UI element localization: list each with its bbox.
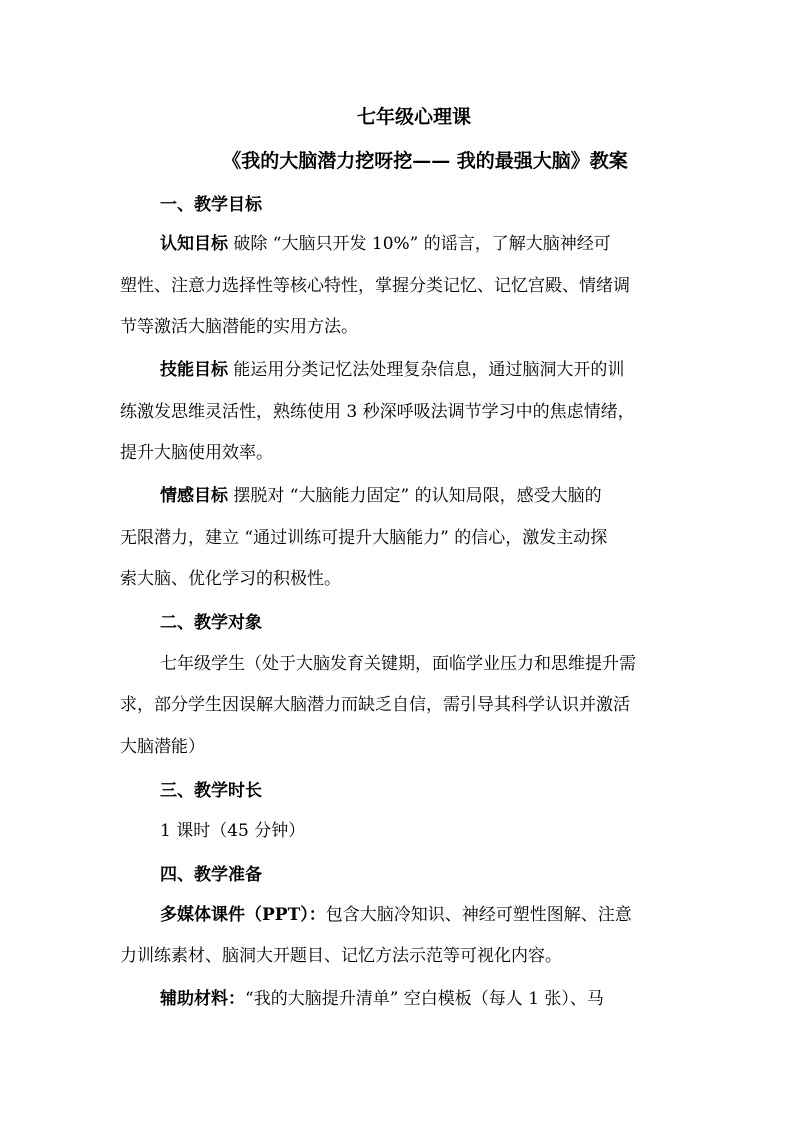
paragraph-cognitive-line1: 认知目标 破除 “大脑只开发 10%” 的谣言，了解大脑神经可 <box>160 234 611 254</box>
section-heading-goals: 一、教学目标 <box>160 195 262 215</box>
paragraph-multimedia-line1: 多媒体课件（PPT）：包含大脑冷知识、神经可塑性图解、注意 <box>160 905 632 925</box>
aux-label: 辅助材料： <box>160 989 245 1009</box>
section-heading-duration: 三、教学时长 <box>160 781 262 801</box>
section-heading-prep: 四、教学准备 <box>160 865 262 885</box>
paragraph-aux-line1: 辅助材料：“我的大脑提升清单” 空白模板（每人 1 张）、马 <box>160 989 604 1009</box>
document-subtitle: 《我的大脑潜力挖呀挖—— 我的最强大脑》教案 <box>222 150 628 172</box>
paragraph-skill-line3: 提升大脑使用效率。 <box>120 443 273 463</box>
emotion-label: 情感目标 <box>160 486 228 506</box>
paragraph-audience-line1: 七年级学生（处于大脑发育关键期，面临学业压力和思维提升需 <box>160 654 636 674</box>
document-title: 七年级心理课 <box>356 106 471 128</box>
paragraph-emotion-line3: 索大脑、优化学习的积极性。 <box>120 569 341 589</box>
multimedia-label: 多媒体课件（PPT）： <box>160 905 326 925</box>
paragraph-audience-line2: 求，部分学生因误解大脑潜力而缺乏自信，需引导其科学认识并激活 <box>120 695 630 715</box>
cognitive-label: 认知目标 <box>160 234 228 254</box>
paragraph-skill-line2: 练激发思维灵活性，熟练使用 3 秒深呼吸法调节学习中的焦虑情绪， <box>120 402 635 422</box>
paragraph-skill-line1: 技能目标 能运用分类记忆法处理复杂信息，通过脑洞大开的训 <box>160 360 625 380</box>
paragraph-cognitive-line3: 节等激活大脑潜能的实用方法。 <box>120 317 358 337</box>
paragraph-emotion-line1: 情感目标 摆脱对 “大脑能力固定” 的认知局限，感受大脑的 <box>160 486 602 506</box>
paragraph-multimedia-line2: 力训练素材、脑洞大开题目、记忆方法示范等可视化内容。 <box>120 946 562 966</box>
paragraph-duration-line1: 1 课时（45 分钟） <box>160 821 306 841</box>
paragraph-cognitive-line2: 塑性、注意力选择性等核心特性，掌握分类记忆、记忆宫殿、情绪调 <box>120 276 630 296</box>
paragraph-audience-line3: 大脑潜能） <box>120 737 205 757</box>
section-heading-audience: 二、教学对象 <box>160 613 262 633</box>
skill-label: 技能目标 <box>160 360 228 380</box>
paragraph-emotion-line2: 无限潜力，建立 “通过训练可提升大脑能力” 的信心，激发主动探 <box>120 528 608 548</box>
